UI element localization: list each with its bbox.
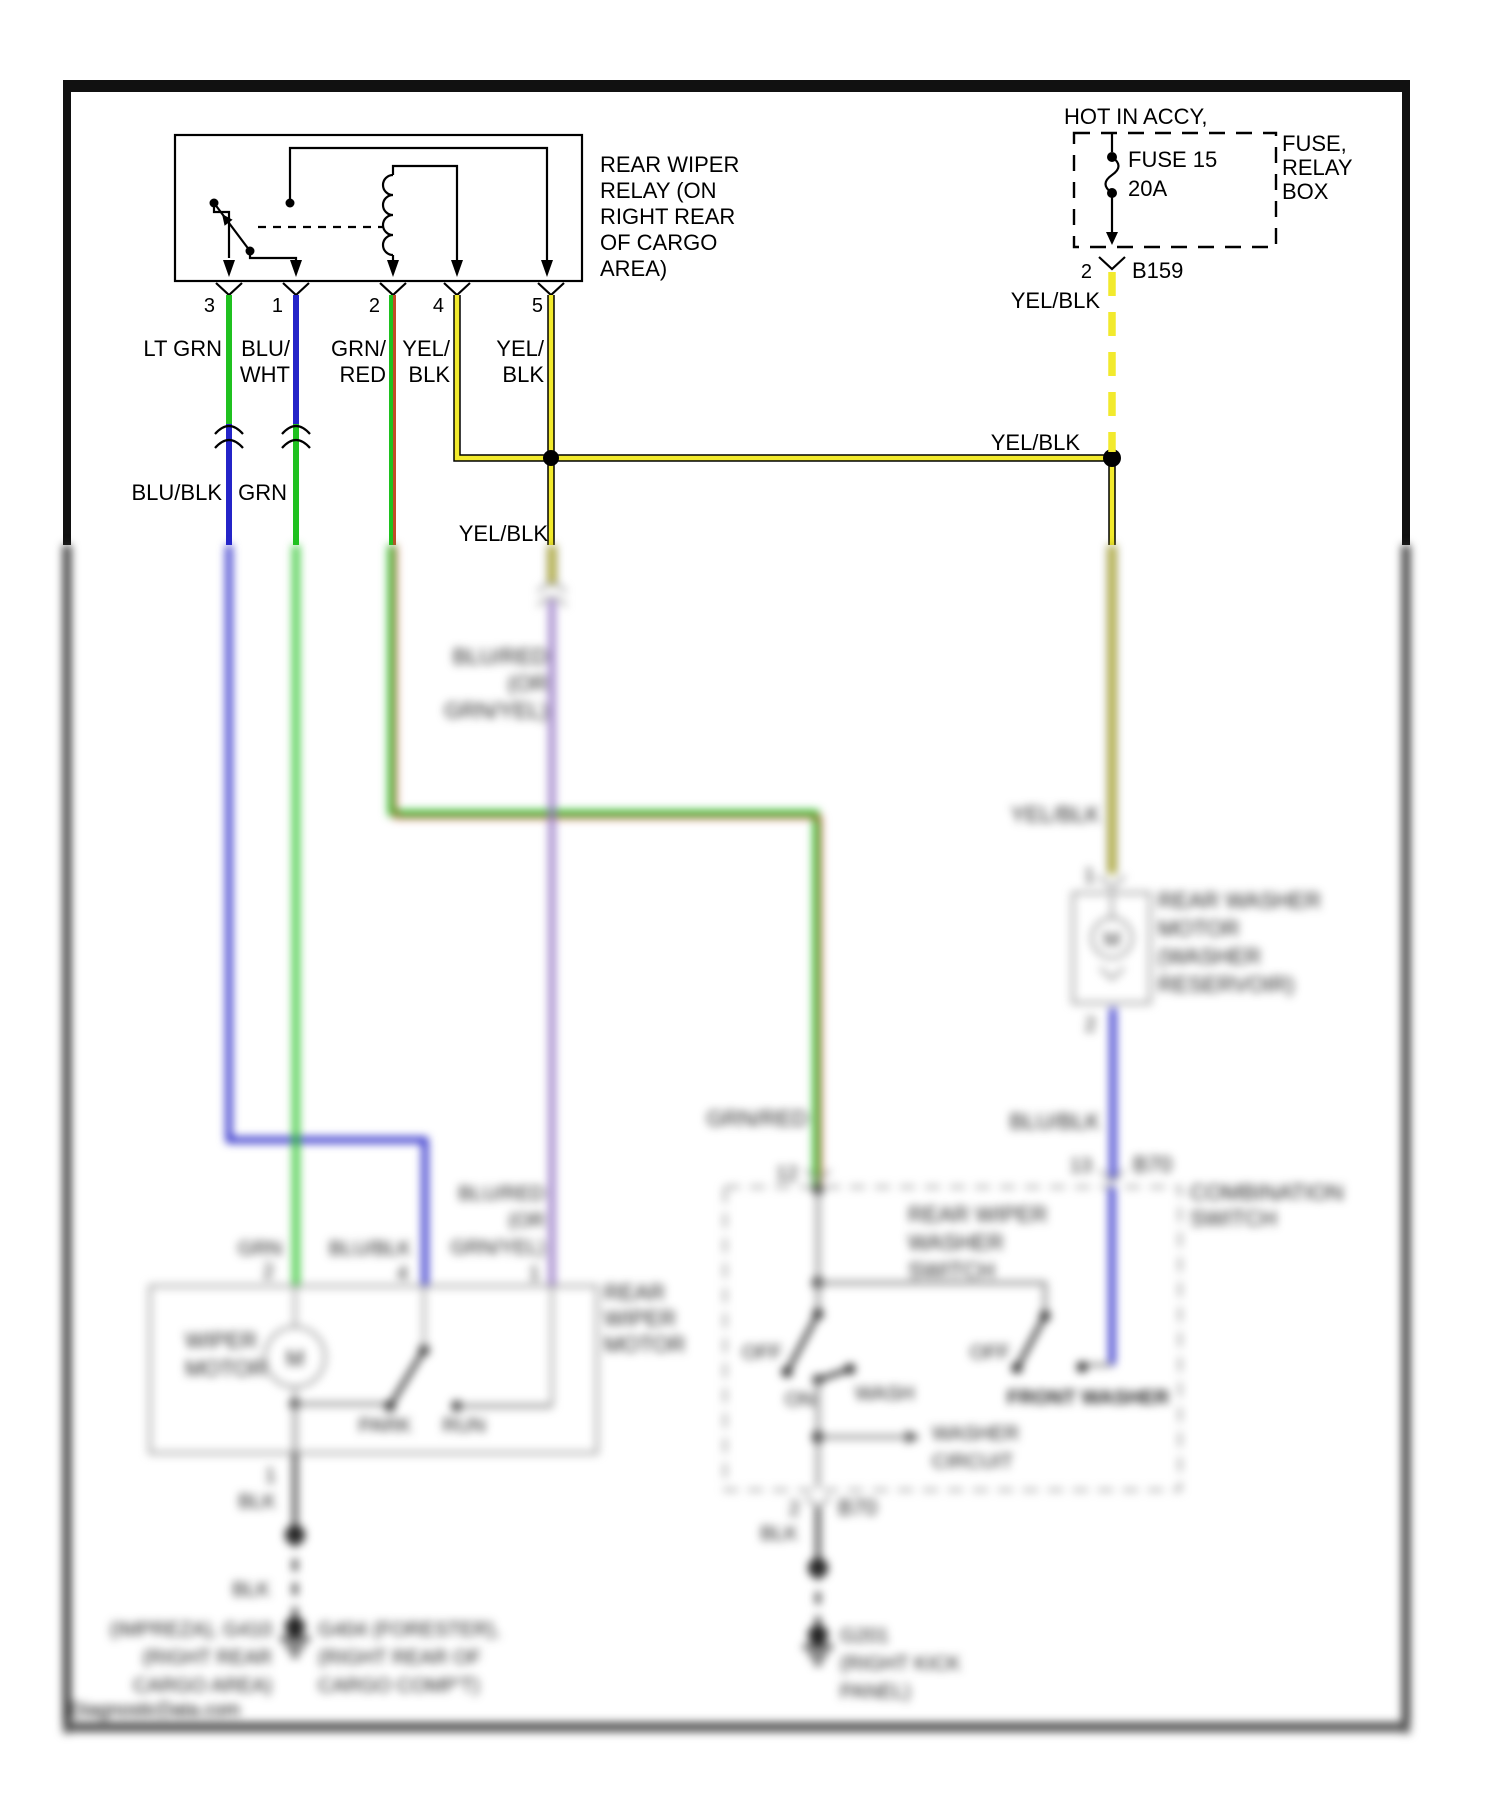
fuse-box-label: BOX bbox=[1282, 179, 1329, 204]
ground-label-line: (IMPREZA), G410 bbox=[109, 1619, 272, 1641]
fuse-box-label: FUSE, bbox=[1282, 131, 1347, 156]
fuse-rating: 20A bbox=[1128, 176, 1168, 201]
wire-label: BLU/RED bbox=[452, 644, 548, 669]
wiper-motor-ground bbox=[110, 1453, 501, 1697]
wire-label-blk: BLK bbox=[760, 1523, 798, 1545]
switch-pos-on: ON bbox=[785, 1389, 815, 1411]
wire-label-blk: BLK bbox=[238, 1491, 276, 1513]
wire-label: YEL/ bbox=[402, 336, 450, 361]
wire-label-grnred: GRN/RED bbox=[706, 1106, 808, 1131]
ground-label-line: CARGO COMP'T) bbox=[318, 1675, 480, 1697]
wire-label: BLK bbox=[502, 362, 544, 387]
ground-symbol bbox=[280, 1639, 310, 1655]
ground-label-line: PANEL) bbox=[840, 1681, 911, 1703]
pin-number: 2 bbox=[368, 295, 380, 317]
ground-label-line: (RIGHT REAR OF bbox=[318, 1647, 481, 1669]
pin-number: 1 bbox=[528, 1263, 540, 1285]
switch-pos-off: OFF bbox=[970, 1342, 1010, 1364]
relay-pin-connectors bbox=[216, 283, 564, 295]
b159-connector bbox=[1099, 257, 1125, 269]
sharp-section bbox=[63, 80, 1410, 546]
wiper-right-label: WIPER bbox=[604, 1306, 677, 1331]
wire-label-grn: GRN bbox=[237, 1238, 283, 1260]
relay-name bbox=[600, 152, 739, 281]
conn-name: B70 bbox=[1133, 1152, 1173, 1177]
pin-number: 1 bbox=[264, 1465, 276, 1487]
wire-label-blublk: BLU/BLK bbox=[131, 480, 222, 505]
fuse-relay-box bbox=[1011, 104, 1353, 313]
washer-name-line: RESERVOIR) bbox=[1158, 972, 1295, 997]
wire-grnred-green-run bbox=[391, 545, 816, 1187]
b159-name: B159 bbox=[1132, 258, 1184, 283]
wire-label-blk: BLK bbox=[232, 1579, 270, 1601]
pin-number: 1 bbox=[1083, 865, 1095, 887]
wire-label: RED bbox=[339, 362, 386, 387]
junction-wire-label: YEL/BLK bbox=[990, 430, 1080, 455]
washer-name-line: (WASHER bbox=[1158, 944, 1262, 969]
fuse-name: FUSE 15 bbox=[1128, 147, 1218, 172]
pin-number: 4 bbox=[432, 295, 444, 317]
relay-pin-numbers bbox=[204, 295, 543, 317]
pin-number: 5 bbox=[531, 295, 543, 317]
b159-wire-label: YEL/BLK bbox=[1010, 288, 1100, 313]
blurred-section bbox=[63, 545, 1410, 1733]
wiper-name-line: WIPER bbox=[185, 1328, 258, 1353]
relay-name-line: RIGHT REAR bbox=[600, 204, 736, 229]
wire-label: GRN/ bbox=[331, 336, 386, 361]
relay-name-line: REAR WIPER bbox=[600, 152, 740, 177]
comb-title-line: COMBINATION bbox=[1190, 1180, 1344, 1205]
washer-circuit-line: WASHER bbox=[932, 1423, 1020, 1445]
pin5-wire-label: YEL/BLK bbox=[458, 521, 548, 546]
sw-title-line: WASHER bbox=[908, 1230, 1004, 1255]
motor-m: M bbox=[1103, 929, 1121, 951]
rear-wiper-relay-box bbox=[175, 135, 582, 281]
switch-pos-wash: WASH bbox=[855, 1383, 915, 1405]
wire-label: (OR bbox=[507, 671, 548, 696]
ground-label-line: (RIGHT REAR bbox=[142, 1647, 272, 1669]
wiper-name-line: MOTOR bbox=[185, 1356, 267, 1381]
wire-label-blublk: BLU/BLK bbox=[1009, 1109, 1100, 1134]
wire-label: (OR bbox=[508, 1210, 545, 1232]
switch-pos-off: OFF bbox=[742, 1342, 782, 1364]
wire-label: BLK bbox=[408, 362, 450, 387]
pin-number: 4 bbox=[396, 1263, 408, 1285]
washer-name-line: MOTOR bbox=[1158, 916, 1240, 941]
pin-number: 2 bbox=[788, 1498, 800, 1520]
wire-label-blublk: BLU/BLK bbox=[328, 1238, 412, 1260]
relay-internals bbox=[210, 148, 565, 295]
wire-label: BLU/RED bbox=[458, 1183, 545, 1205]
pin-number: 1 bbox=[271, 295, 283, 317]
relay-wire-labels bbox=[143, 336, 545, 387]
wiper-motor-wire-labels bbox=[238, 1183, 545, 1285]
motor-m: M bbox=[285, 1346, 305, 1371]
wire-label-grn: GRN bbox=[238, 480, 287, 505]
relay-coil bbox=[383, 175, 393, 255]
comb-switch-ground bbox=[760, 1495, 961, 1703]
ground-label-line: CARGO AREA) bbox=[133, 1675, 272, 1697]
washer-name-line: REAR WASHER bbox=[1158, 888, 1321, 913]
wire-label: WHT bbox=[239, 362, 290, 387]
wire-label: GRN/YEL) bbox=[444, 698, 548, 723]
conn-pin: 12 bbox=[775, 1163, 798, 1185]
washer-circuit-line: CIRCUIT bbox=[932, 1451, 1014, 1473]
relay-pin-arrows bbox=[223, 260, 553, 277]
switch-pos-park: PARK bbox=[358, 1415, 412, 1437]
hot-in-accy-label: HOT IN ACCY, bbox=[1064, 104, 1208, 129]
wiper-right-label: REAR bbox=[604, 1280, 666, 1305]
ground-label-line: (RIGHT KICK bbox=[840, 1653, 961, 1675]
b159-pin: 2 bbox=[1080, 261, 1092, 283]
pin-number: 2 bbox=[1084, 1014, 1096, 1036]
wiper-right-label: MOTOR bbox=[604, 1332, 686, 1357]
washer-circuit-arrow bbox=[906, 1430, 920, 1444]
blu-red-label bbox=[444, 644, 548, 723]
wire-label-yelblk: YEL/BLK bbox=[1010, 802, 1100, 827]
conn-pin: 13 bbox=[1069, 1155, 1092, 1177]
fuse-symbol bbox=[1106, 133, 1119, 245]
wire-label: BLU/ bbox=[241, 336, 290, 361]
wire-grnred-red-run bbox=[395, 545, 820, 1187]
sw-title-line: REAR WIPER bbox=[908, 1202, 1048, 1227]
pin-number: 2 bbox=[262, 1261, 274, 1283]
wire-label: LT GRN bbox=[143, 336, 222, 361]
sw-title-line: SWITCH bbox=[908, 1258, 995, 1283]
switch-pos-front-washer: FRONT WASHER bbox=[1007, 1387, 1170, 1409]
relay-name-line: RELAY (ON bbox=[600, 178, 717, 203]
wire-label: GRN/YEL) bbox=[450, 1237, 545, 1259]
relay-name-line: AREA) bbox=[600, 256, 668, 281]
conn-name: B70 bbox=[838, 1495, 878, 1520]
switch-pos-run: RUN bbox=[442, 1415, 486, 1437]
wiper-motor-internals bbox=[185, 1286, 552, 1453]
junction-dot bbox=[543, 450, 559, 466]
ground-label-line: G201 bbox=[840, 1625, 889, 1647]
ground-label-line: G404 (FORESTER), bbox=[318, 1619, 501, 1641]
pin-number: 3 bbox=[203, 295, 215, 317]
wire-label: YEL/ bbox=[496, 336, 544, 361]
watermark: DiagnosticData.com bbox=[70, 1700, 241, 1721]
ground-symbol bbox=[803, 1647, 833, 1663]
fuse-box-label: RELAY bbox=[1282, 155, 1353, 180]
relay-name-line: OF CARGO bbox=[600, 230, 718, 255]
comb-title-line: SWITCH bbox=[1190, 1206, 1277, 1231]
washer-connector-top bbox=[1099, 876, 1125, 888]
